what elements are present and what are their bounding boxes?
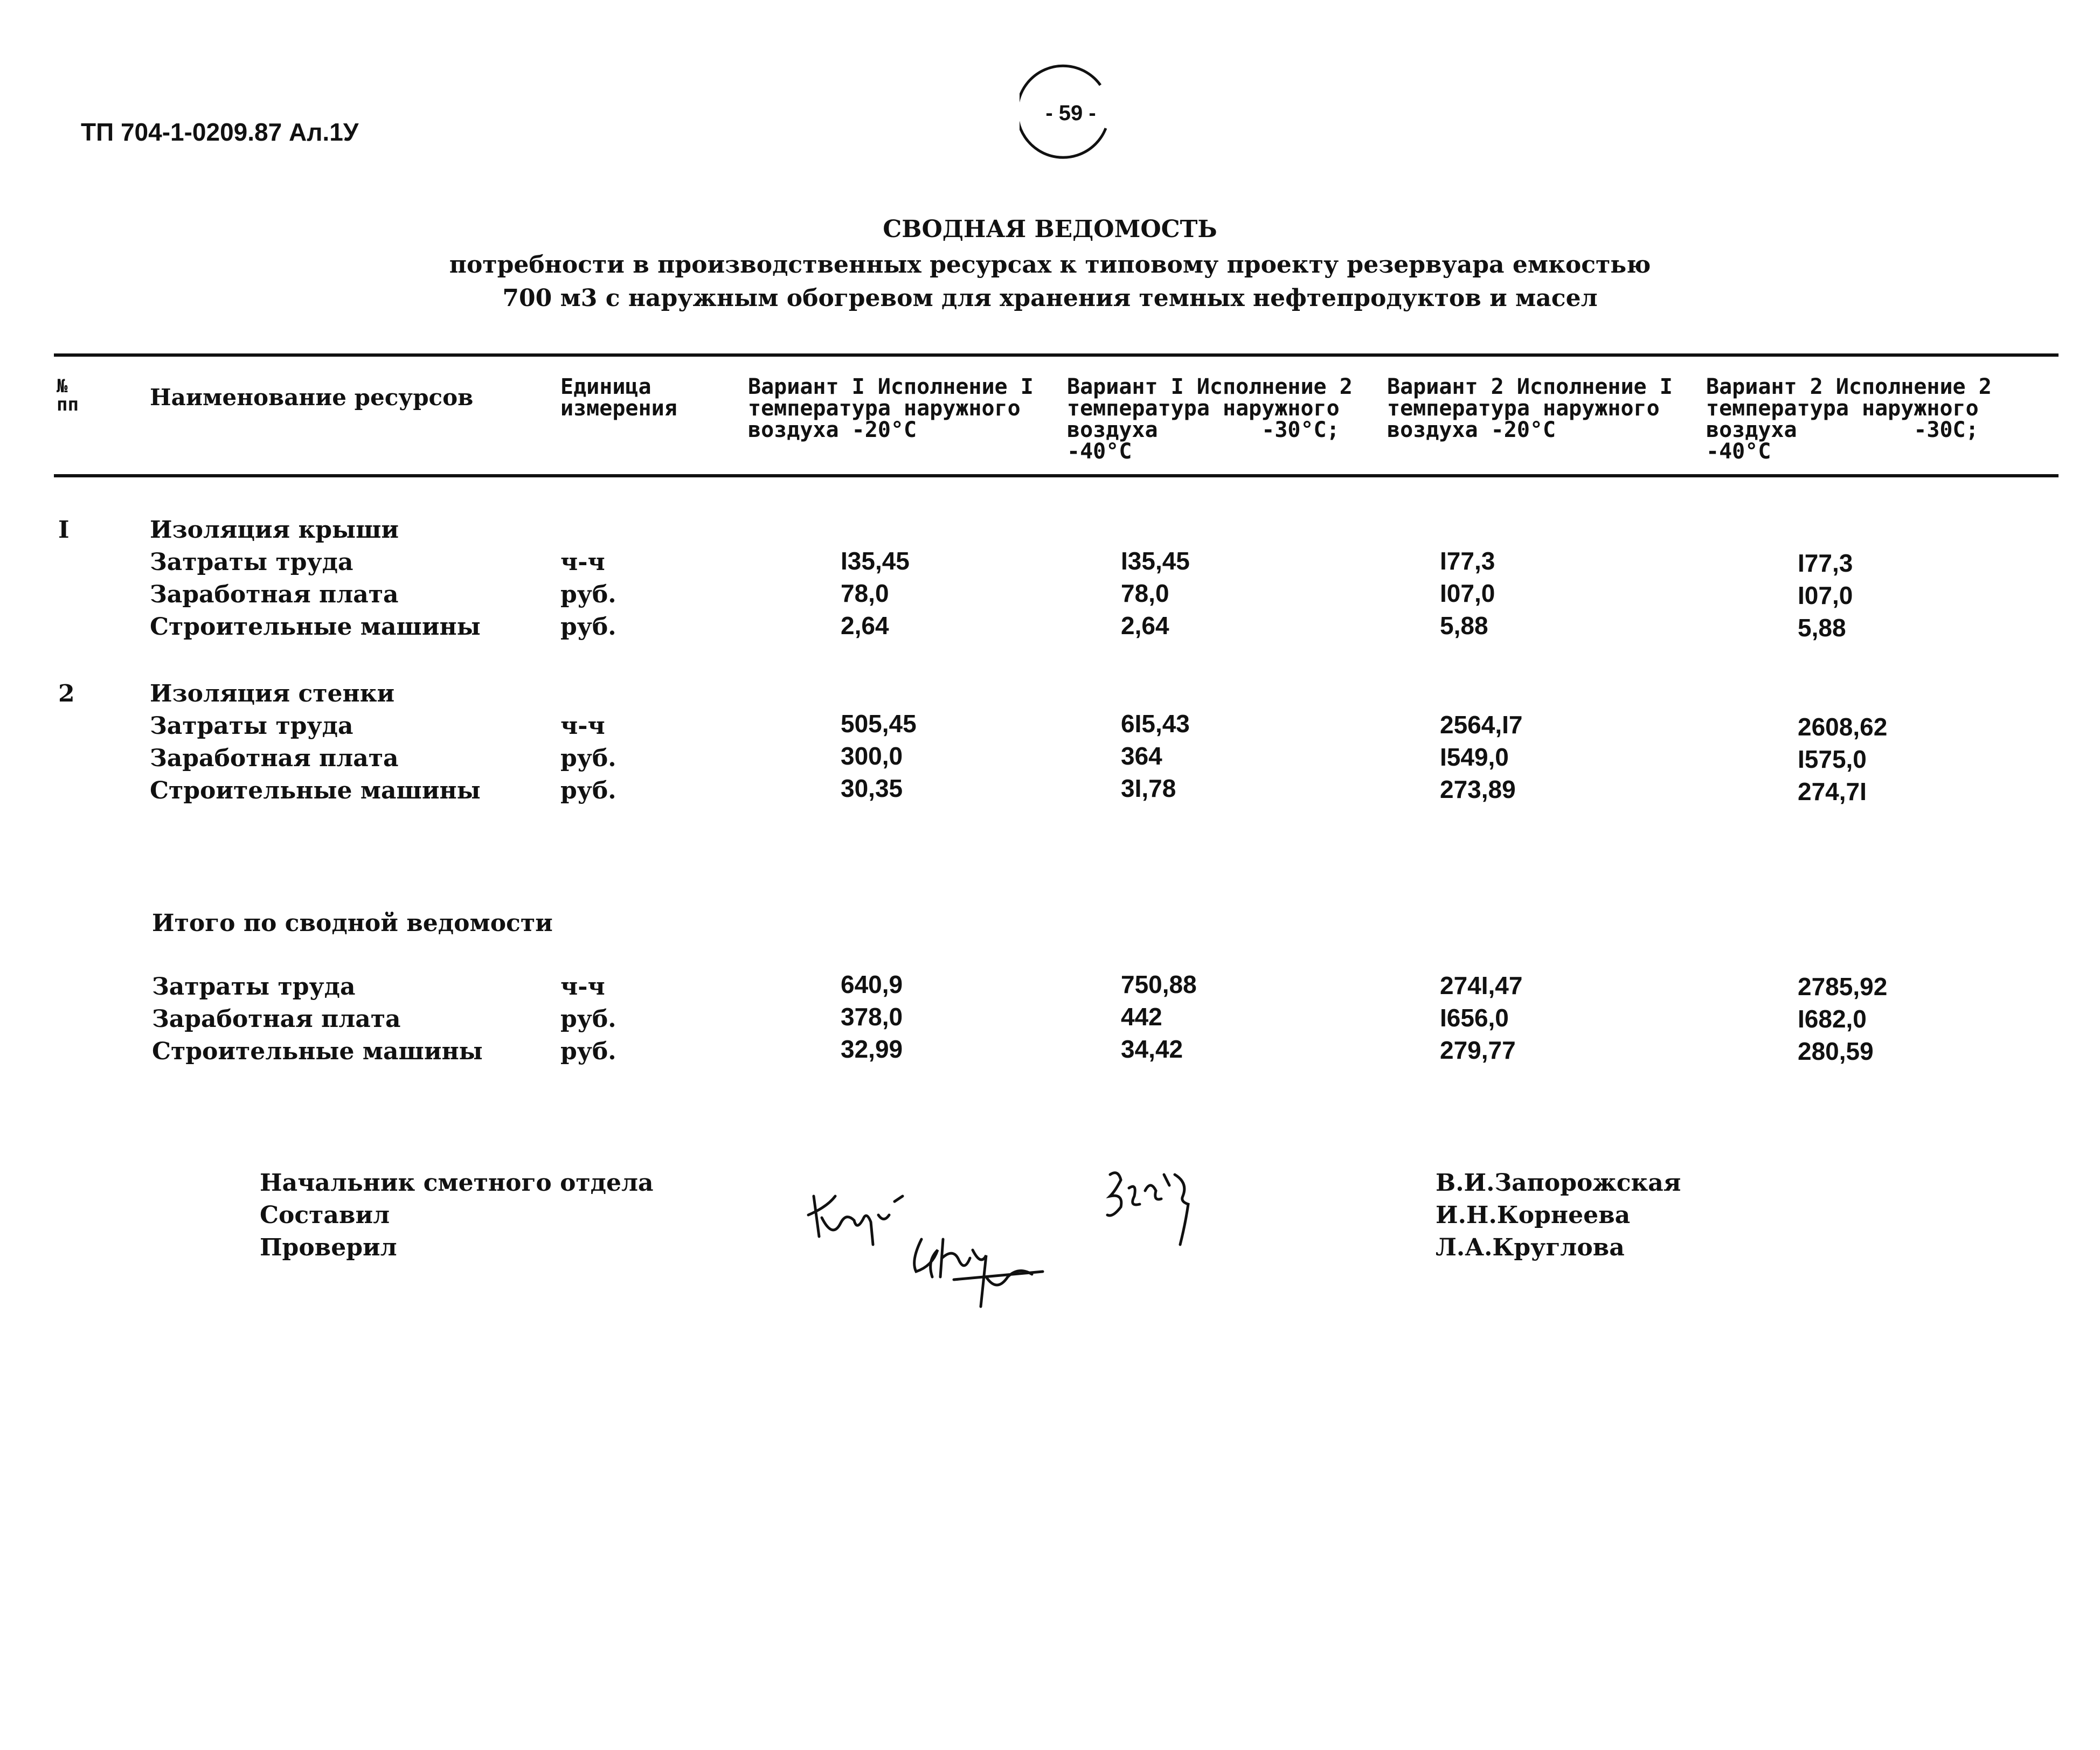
total-value-v4: 280,59 — [1798, 1037, 1874, 1065]
total-row-name: Заработная плата — [152, 1005, 401, 1033]
page-number: - 59 - — [1045, 101, 1096, 125]
row-value-v2: 6I5,43 — [1121, 710, 1190, 738]
row-unit: руб. — [560, 745, 616, 772]
total-row-unit: ч-ч — [560, 973, 605, 1001]
row-value-v4: 2608,62 — [1798, 713, 1888, 741]
header-variant-2-exec-2: Вариант 2 Исполнение 2 температура наружного воздуха -30С; -40°С — [1706, 374, 1992, 464]
table-top-rule — [54, 353, 2059, 357]
row-name: Строительные машины — [150, 613, 481, 641]
row-value-v4: I77,3 — [1798, 549, 1853, 577]
table-header-rule — [54, 474, 2059, 477]
row-value-v3: I77,3 — [1440, 547, 1495, 575]
row-name: Заработная плата — [150, 745, 399, 772]
row-unit: ч-ч — [560, 548, 605, 576]
section-title: Изоляция стенки — [150, 680, 395, 707]
row-unit: руб. — [560, 613, 616, 641]
total-row-name: Затраты труда — [152, 973, 356, 1001]
total-row-name: Строительные машины — [152, 1038, 483, 1065]
row-value-v1: 78,0 — [841, 579, 889, 607]
handwritten-signature-korneeva — [803, 1185, 911, 1255]
signature-name-head: В.И.Запорожская — [1436, 1169, 1681, 1197]
signature-role-head: Начальник сметного отдела — [260, 1169, 654, 1197]
row-value-v1: 300,0 — [841, 742, 903, 770]
handwritten-signature-zaporozhskaya — [1099, 1164, 1207, 1250]
row-value-v2: 2,64 — [1121, 612, 1169, 640]
row-value-v2: 364 — [1121, 742, 1162, 770]
signature-role-checked: Проверил — [260, 1234, 397, 1261]
row-value-v3: 5,88 — [1440, 612, 1488, 640]
header-num: № пп — [57, 376, 79, 415]
total-value-v3: 274I,47 — [1440, 971, 1523, 999]
signature-name-compiled: И.Н.Корнеева — [1436, 1202, 1631, 1229]
header-unit: Единица измерения — [560, 374, 677, 421]
header-resource-name: Наименование ресурсов — [150, 384, 474, 411]
row-name: Затраты труда — [150, 712, 354, 740]
row-value-v4: I575,0 — [1798, 745, 1867, 773]
row-value-v1: 2,64 — [841, 612, 889, 640]
row-value-v4: 274,7I — [1798, 777, 1867, 805]
total-title: Итого по сводной ведомости — [152, 909, 553, 937]
header-variant-1-exec-2: Вариант I Исполнение 2 температура наружного воздуха -30°С; -40°С — [1067, 374, 1353, 464]
document-title: СВОДНАЯ ВЕДОМОСТЬ — [883, 216, 1217, 243]
handwritten-signature-kruglova — [900, 1218, 1045, 1309]
row-unit: руб. — [560, 777, 616, 804]
row-unit: ч-ч — [560, 712, 605, 740]
row-name: Строительные машины — [150, 777, 481, 804]
row-value-v4: 5,88 — [1798, 614, 1846, 642]
total-row-unit: руб. — [560, 1038, 616, 1065]
total-value-v1: 378,0 — [841, 1003, 903, 1031]
total-value-v2: 34,42 — [1121, 1035, 1183, 1063]
section-number: I — [58, 516, 70, 544]
signature-role-compiled: Составил — [260, 1202, 390, 1229]
row-value-v1: I35,45 — [841, 547, 910, 575]
total-value-v2: 750,88 — [1121, 970, 1197, 998]
row-value-v3: I549,0 — [1440, 743, 1509, 771]
row-name: Затраты труда — [150, 548, 354, 576]
document-subtitle-line-1: потребности в производственных ресурсах к типовому проекту резервуара емкостью — [449, 251, 1651, 279]
signature-name-checked: Л.А.Круглова — [1436, 1234, 1625, 1261]
row-value-v4: I07,0 — [1798, 581, 1853, 609]
total-value-v2: 442 — [1121, 1003, 1162, 1031]
total-value-v4: 2785,92 — [1798, 973, 1888, 1001]
row-name: Заработная плата — [150, 581, 399, 608]
row-value-v3: 2564,I7 — [1440, 711, 1523, 739]
document-subtitle-line-2: 700 м3 с наружным обогревом для хранения темных нефтепродуктов и масел — [502, 284, 1598, 312]
row-value-v2: 78,0 — [1121, 579, 1169, 607]
header-variant-1-exec-1: Вариант I Исполнение I температура наружного воздуха -20°С — [748, 374, 1034, 442]
section-number: 2 — [58, 680, 75, 707]
total-row-unit: руб. — [560, 1005, 616, 1033]
total-value-v3: 279,77 — [1440, 1036, 1516, 1064]
section-title: Изоляция крыши — [150, 516, 399, 544]
header-variant-2-exec-1: Вариант 2 Исполнение I температура наружного воздуха -20°С — [1387, 374, 1673, 442]
document-code: ТП 704-1-0209.87 Ал.1У — [81, 118, 359, 146]
row-value-v2: I35,45 — [1121, 547, 1190, 575]
row-value-v1: 30,35 — [841, 774, 903, 802]
total-value-v1: 32,99 — [841, 1035, 903, 1063]
total-value-v3: I656,0 — [1440, 1004, 1509, 1032]
total-value-v4: I682,0 — [1798, 1005, 1867, 1033]
row-value-v1: 505,45 — [841, 710, 917, 738]
row-value-v3: I07,0 — [1440, 579, 1495, 607]
row-value-v3: 273,89 — [1440, 775, 1516, 803]
row-unit: руб. — [560, 581, 616, 608]
row-value-v2: 3I,78 — [1121, 774, 1176, 802]
total-value-v1: 640,9 — [841, 970, 903, 998]
